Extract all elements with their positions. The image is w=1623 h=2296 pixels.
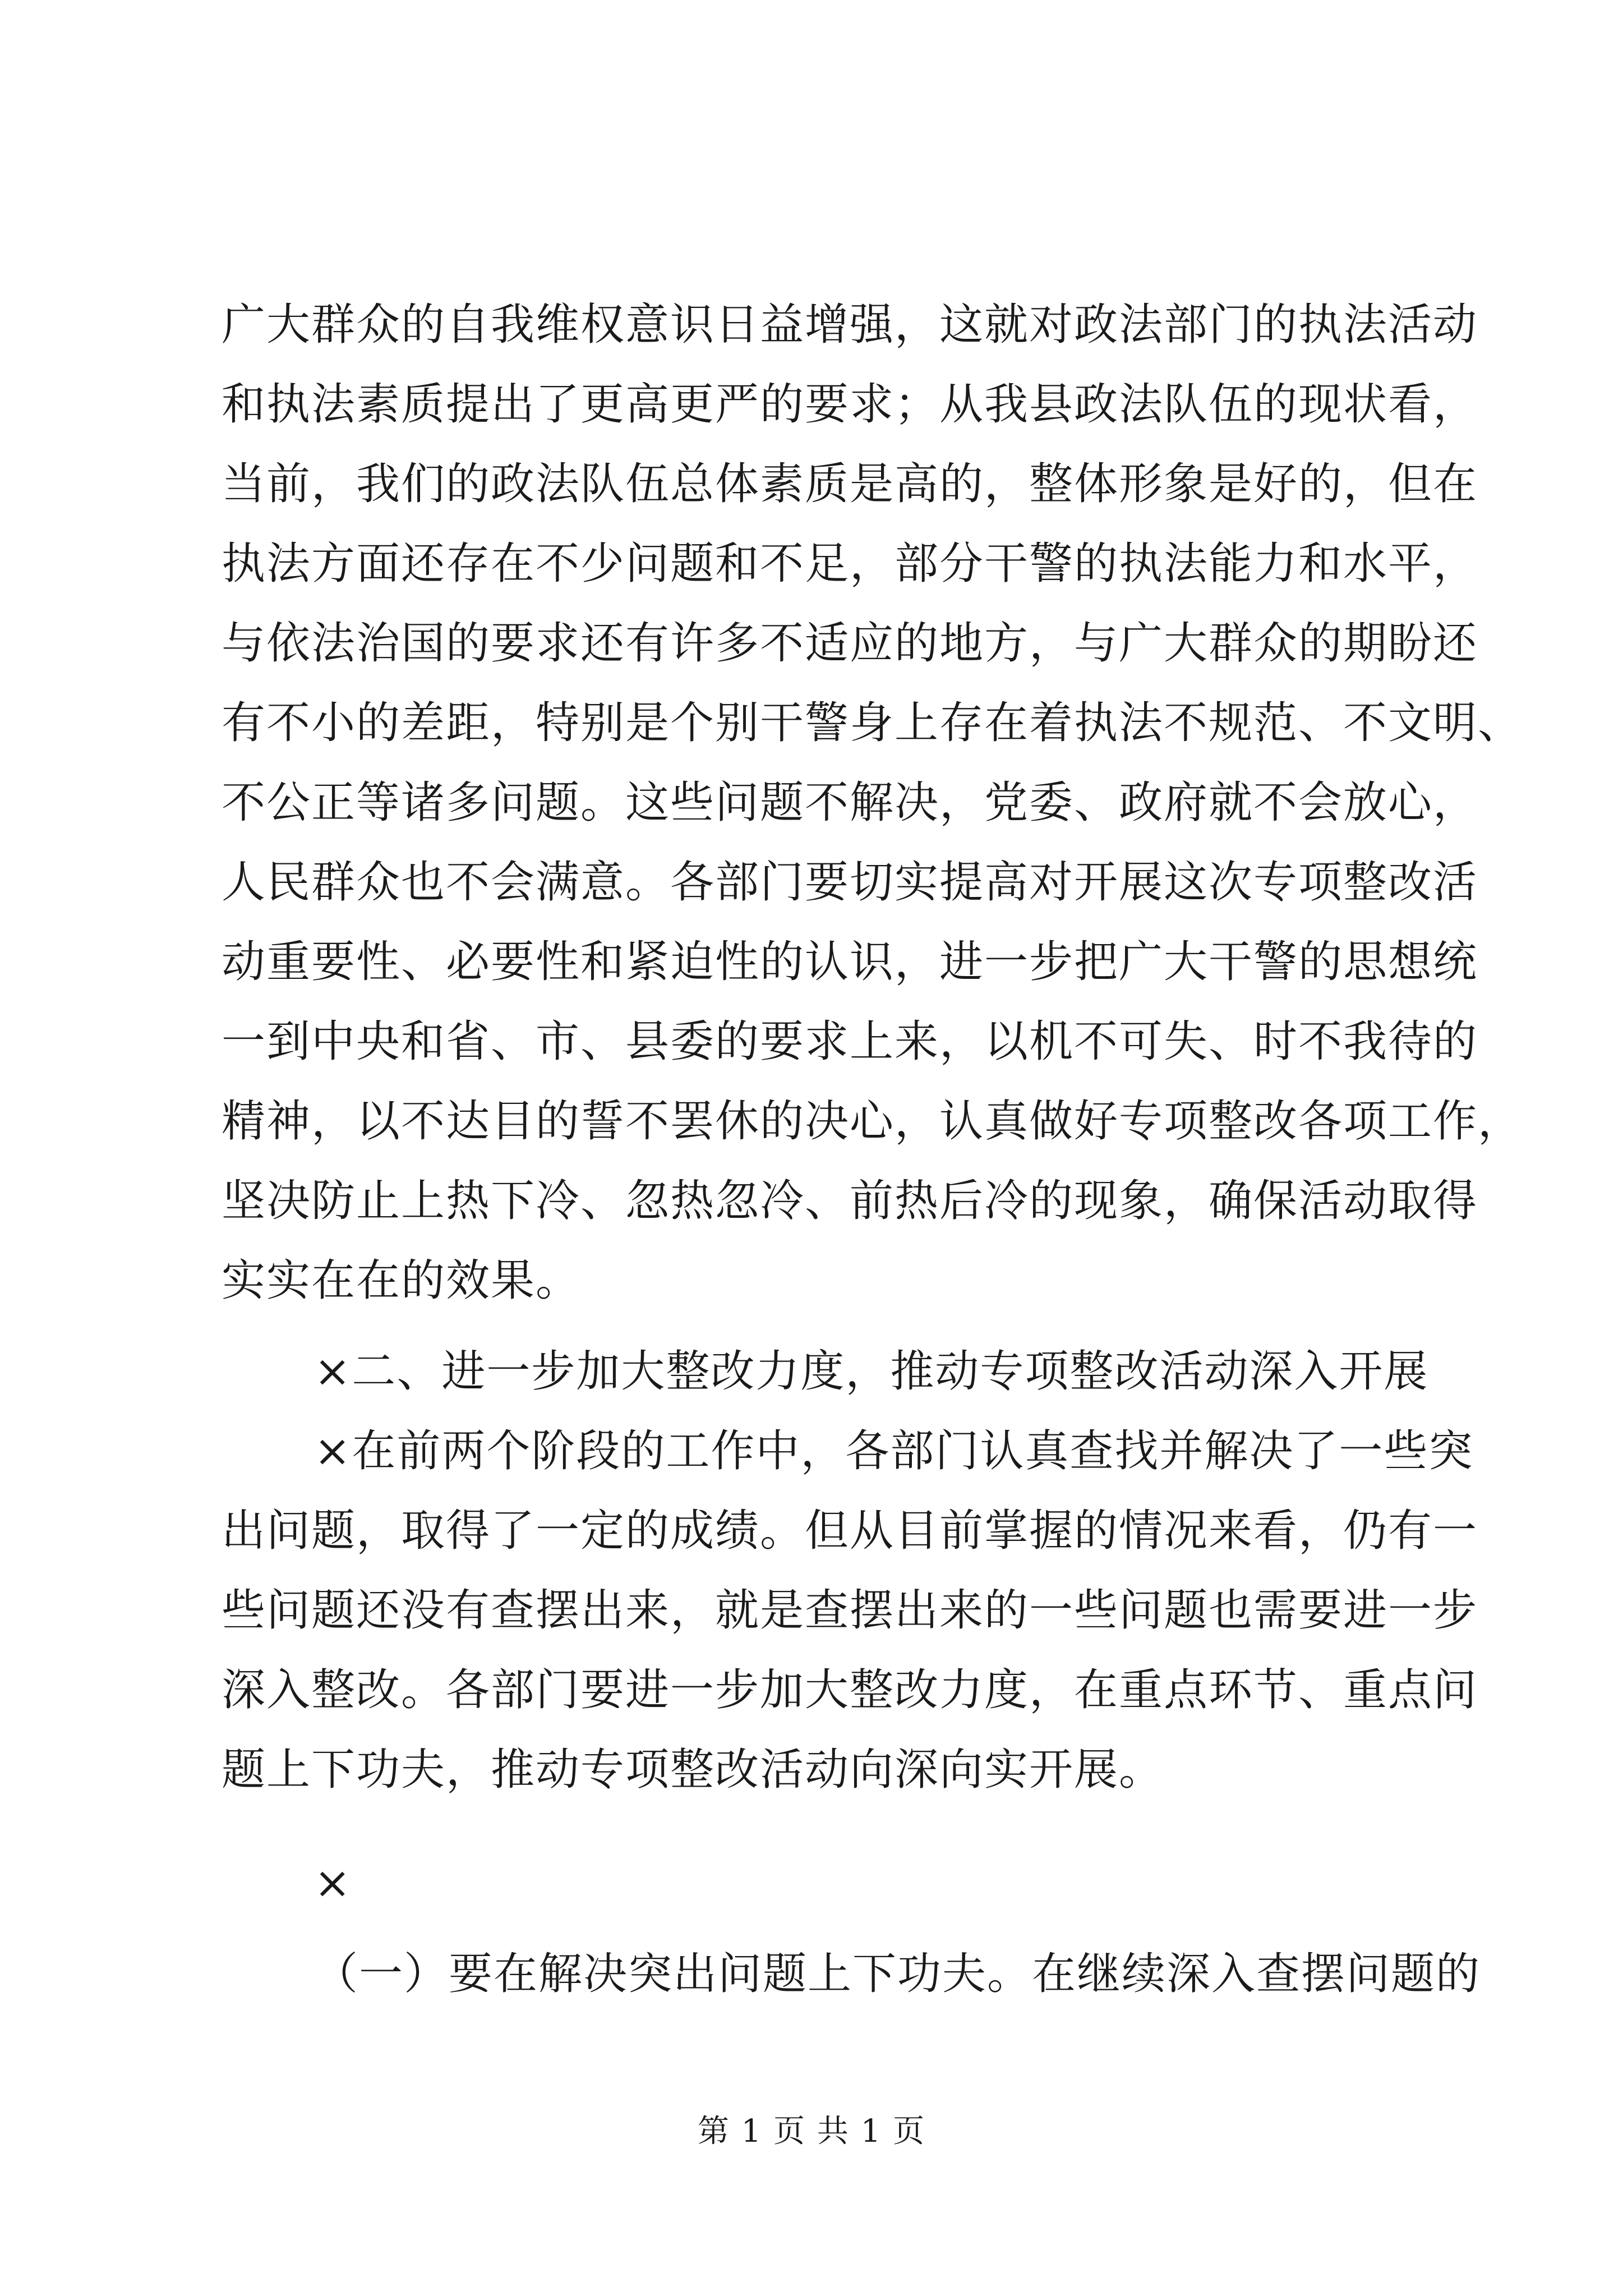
paragraph-line: 与依法治国的要求还有许多不适应的地方，与广大群众的期盼还	[222, 618, 1478, 669]
paragraph-line: ×在前两个阶段的工作中，各部门认真查找并解决了一些突	[314, 1426, 1474, 1476]
section-heading: ×二、进一步加大整改力度，推动专项整改活动深入开展	[314, 1346, 1429, 1397]
paragraph-line: 题上下功夫，推动专项整改活动向深向实开展。	[222, 1745, 1164, 1795]
subsection-heading: （一）要在解决突出问题上下功夫。在继续深入查摆问题的	[314, 1949, 1481, 1999]
paragraph-line: 深入整改。各部门要进一步加大整改力度，在重点环节、重点问	[222, 1665, 1478, 1715]
paragraph-line: 精神，以不达目的誓不罢休的决心，认真做好专项整改各项工作，	[222, 1096, 1523, 1147]
document-body	[222, 285, 1523, 2014]
cross-mark: ×	[314, 1858, 352, 1908]
paragraph-line: 当前，我们的政法队伍总体素质是高的，整体形象是好的，但在	[222, 459, 1478, 509]
paragraph-line: 出问题，取得了一定的成绩。但从目前掌握的情况来看，仍有一	[222, 1506, 1478, 1556]
paragraph-line: 实实在在的效果。	[222, 1255, 581, 1306]
paragraph-line: 广大群众的自我维权意识日益增强，这就对政法部门的执法活动	[222, 300, 1478, 350]
paragraph-line: 不公正等诸多问题。这些问题不解决，党委、政府就不会放心，	[222, 777, 1478, 828]
paragraph-line: 有不小的差距，特别是个别干警身上存在着执法不规范、不文明、	[222, 698, 1523, 748]
paragraph-line: 和执法素质提出了更高更严的要求；从我县政法队伍的现状看，	[222, 379, 1478, 430]
page-footer: 第 1 页 共 1 页	[697, 2113, 926, 2150]
paragraph-line: 坚决防止上热下冷、忽热忽冷、前热后冷的现象，确保活动取得	[222, 1176, 1478, 1226]
paragraph-line: 一到中央和省、市、县委的要求上来，以机不可失、时不我待的	[222, 1016, 1478, 1067]
paragraph-line: 些问题还没有查摆出来，就是查摆出来的一些问题也需要进一步	[222, 1585, 1478, 1636]
paragraph-line: 动重要性、必要性和紧迫性的认识，进一步把广大干警的思想统	[222, 937, 1478, 987]
paragraph-line: 人民群众也不会满意。各部门要切实提高对开展这次专项整改活	[222, 857, 1478, 908]
paragraph-line: 执法方面还存在不少问题和不足，部分干警的执法能力和水平，	[222, 539, 1478, 589]
